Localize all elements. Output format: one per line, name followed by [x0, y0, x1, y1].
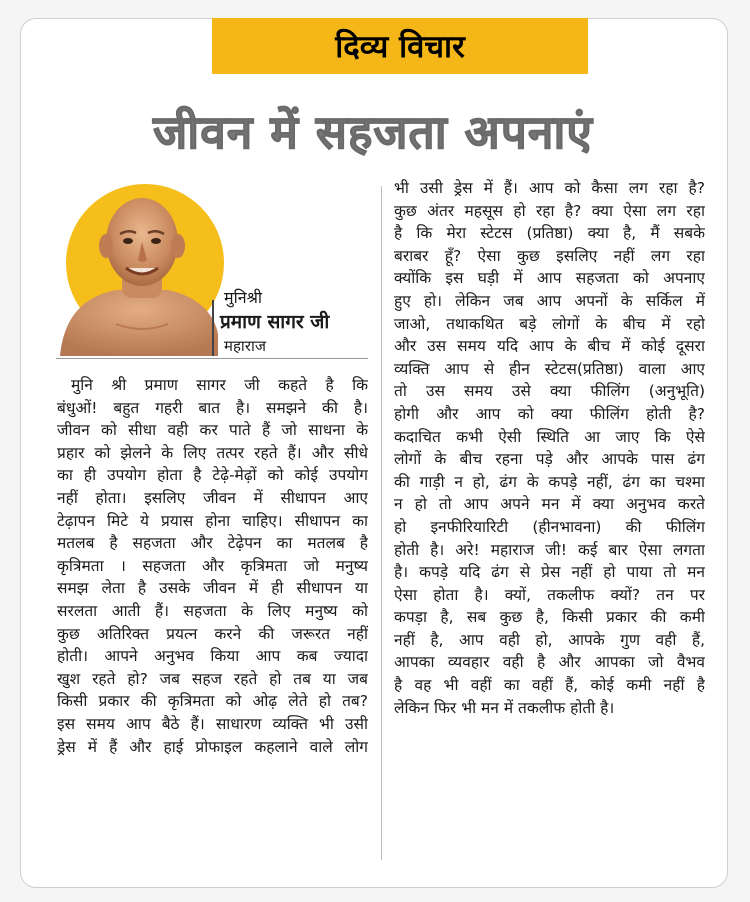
monk-photo — [56, 184, 218, 356]
text-line: नहीं होता। इसलिए जीवन में सीधापन आए — [57, 488, 368, 507]
text-line: होती है। अरे! महाराज जी! कई बार ऐसा लगता — [394, 540, 705, 559]
byline-rule — [212, 300, 214, 356]
section-kicker: दिव्य विचार — [212, 18, 588, 74]
text-line: व्यक्ति आप से हीन स्टेटस(प्रतिष्ठा) वाला आए — [394, 359, 705, 378]
text-line: आपका व्यवहार वही है और आपका जो वैभव — [394, 653, 705, 672]
text-line: है वह भी वहीं का वहीं हैं, कोई कमी नहीं है — [394, 676, 705, 695]
author-name: प्रमाण सागर जी — [220, 311, 330, 333]
text-line: खुश रहते हो? जब सहज रहते हो तब या जब — [57, 669, 368, 688]
text-line: लोगों के बीच रहना पड़े और आपके पास ढंग — [394, 450, 705, 469]
text-line: तो उस समय उसे क्या फीलिंग (अनुभूति) — [394, 382, 705, 401]
byline-separator — [56, 358, 368, 359]
text-line: समझ लेता है उसके जीवन में ही सीधापन या — [57, 579, 368, 598]
text-line: न हो तो आप अपने मन में क्या अनुभव करते — [394, 495, 705, 514]
text-line: मतलब है सहजता और टेढ़ेपन का मतलब है — [57, 534, 368, 553]
column-divider — [381, 186, 382, 860]
author-prefix: मुनिश्री — [224, 288, 263, 307]
author-title: महाराज — [224, 337, 266, 355]
text-line: कृत्रिमता । सहजता और कृत्रिमता जो मनुष्य — [57, 556, 368, 575]
text-line: है। कपड़े यदि ढंग से प्रेस नहीं हो पाया तो मन — [394, 563, 705, 582]
text-line: लेकिन फिर भी मन में तकलीफ होती है। — [394, 698, 615, 717]
text-line: भी उसी ड्रेस में हैं। आप को कैसा लग रहा है? — [394, 179, 705, 197]
text-line: ऐसा होता है। क्यों, तकलीफ क्यों? तन पर — [394, 585, 705, 604]
text-line: नहीं है, आप वही हो, आपके गुण वही हैं, — [394, 630, 705, 649]
text-line: का ही उपयोग होता है टेढ़े-मेढ़ों को कोई उपयोग — [57, 466, 368, 485]
text-line: और उस समय यदि आप के बीच में कोई दूसरा — [394, 337, 705, 356]
text-line: है कि मेरा स्टेटस (प्रतिष्ठा) क्या है, मैं सबके — [394, 224, 705, 243]
text-line: किसी प्रकार की कृत्रिमता को ओढ़ लेते हो तब? — [57, 692, 368, 711]
text-line: हुए हो। लेकिन जब आप अपनों के सर्किल में — [394, 291, 705, 310]
text-line: कपड़ा है, सब कुछ है, किसी प्रकार की कमी — [394, 608, 705, 627]
text-line: सरलता आती हैं। सहजता के लिए मनुष्य को — [57, 601, 368, 620]
text-line: होगी और आप को क्या फीलिंग होती है? — [394, 404, 705, 423]
author-portrait — [56, 184, 218, 356]
text-line: क्योंकि इस घड़ी में आप सहजता को अपनाए — [394, 269, 705, 288]
text-line: जाओ, तथाकथित बड़े लोगों के बीच में रहो — [394, 314, 705, 333]
article-headline: जीवन में सहजता अपनाएं — [153, 105, 593, 159]
text-line: टेढ़ापन मिटे ये प्रयास होना चाहिए। सीधापन का — [57, 511, 368, 530]
text-line: बंधुओं! बहुत गहरी बात है। समझने की है। — [57, 398, 368, 417]
text-line: बराबर हूँ? ऐसा कुछ इसलिए नहीं लग रहा — [394, 246, 705, 265]
text-line: प्रहार को झेलने के लिए तत्पर रहते हैं। और सीधे — [57, 443, 368, 462]
text-line: जीवन को सीधा वही कर पाते हैं जो साधना के — [57, 421, 368, 440]
text-line: मुनि श्री प्रमाण सागर जी कहते है कि — [71, 376, 368, 394]
text-line: इस समय आप बैठे हैं। साधारण व्यक्ति भी उसी — [57, 714, 368, 733]
text-line: कुछ अंतर महसूस हो रहा है? क्या ऐसा लग रहा — [394, 201, 705, 220]
article-column-left — [57, 374, 368, 758]
text-line: कदाचित कभी ऐसी स्थिति आ जाए कि ऐसे — [394, 427, 705, 446]
text-line: ड्रेस में हैं और हाई प्रोफाइल कहलाने वाले लोग — [57, 737, 368, 756]
text-line: कुछ अतिरिक्त प्रयत्न करने की जरूरत नहीं — [57, 624, 368, 643]
text-line: की गाड़ी न हो, ढंग के कपड़े नहीं, ढंग का चश्मा — [394, 472, 705, 491]
article-column-right — [394, 177, 705, 719]
text-line: होती। आपने अनुभव किया आप कब ज्यादा — [57, 647, 368, 666]
text-line: हो इनफीरियारिटी (हीनभावना) की फीलिंग — [394, 517, 705, 536]
